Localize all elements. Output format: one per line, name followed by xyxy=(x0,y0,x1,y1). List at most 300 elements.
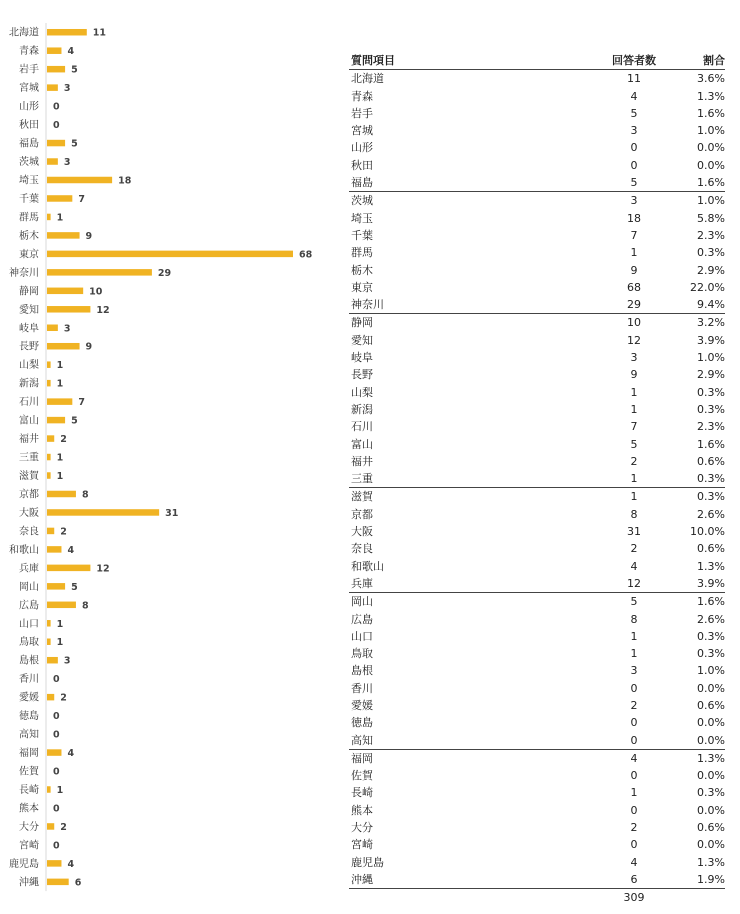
table-row xyxy=(349,70,725,87)
data-label: 10 xyxy=(89,286,103,298)
category-label: 奈良 xyxy=(19,526,39,538)
cell-count: 5 xyxy=(630,437,638,451)
cell-item: 秋田 xyxy=(351,158,373,172)
data-label: 5 xyxy=(71,64,78,76)
cell-count: 1 xyxy=(630,402,638,416)
category-label: 岐阜 xyxy=(19,323,39,335)
cell-pct: 0.3% xyxy=(697,490,725,504)
table-row xyxy=(349,262,725,279)
table-row xyxy=(349,470,725,488)
category-label: 群馬 xyxy=(19,212,39,224)
category-label: 新潟 xyxy=(19,378,39,390)
data-label: 0 xyxy=(53,840,60,852)
data-label: 1 xyxy=(56,637,64,649)
cell-item: 石川 xyxy=(351,420,373,434)
bar xyxy=(47,454,51,461)
bar xyxy=(47,786,51,793)
data-label: 1 xyxy=(56,471,64,483)
cell-item: 京都 xyxy=(351,507,373,521)
category-label: 石川 xyxy=(19,397,39,409)
table-row xyxy=(349,871,725,889)
category-label: 香川 xyxy=(19,674,39,686)
cell-item: 佐賀 xyxy=(351,769,373,783)
data-label: 0 xyxy=(53,803,60,815)
category-label: 山口 xyxy=(19,618,39,630)
data-label: 2 xyxy=(60,692,67,704)
cell-count: 5 xyxy=(630,595,638,609)
cell-pct: 2.9% xyxy=(697,263,725,277)
bar xyxy=(47,583,65,590)
cell-count: 1 xyxy=(630,246,638,260)
data-label: 5 xyxy=(71,581,78,593)
data-label: 4 xyxy=(67,858,75,870)
category-label: 静岡 xyxy=(19,286,39,298)
cell-count: 2 xyxy=(630,542,638,556)
table-row xyxy=(349,314,725,331)
bar xyxy=(47,195,72,202)
category-label: 京都 xyxy=(19,489,39,501)
data-label: 1 xyxy=(56,785,64,797)
table-row xyxy=(349,488,725,505)
category-label: 秋田 xyxy=(19,120,39,132)
bar xyxy=(47,306,90,313)
bar xyxy=(47,177,112,184)
cell-item: 青森 xyxy=(351,89,373,103)
cell-pct: 1.0% xyxy=(697,664,725,678)
cell-count: 1 xyxy=(630,647,638,661)
cell-item: 北海道 xyxy=(351,72,384,86)
cell-pct: 3.9% xyxy=(697,576,725,590)
table-total: 309 xyxy=(623,891,645,905)
table-row xyxy=(349,88,725,105)
category-label: 栃木 xyxy=(19,230,39,242)
table-row xyxy=(349,192,725,209)
cell-item: 福島 xyxy=(351,176,373,190)
data-label: 2 xyxy=(60,526,67,538)
cell-item: 山口 xyxy=(351,629,373,643)
bar xyxy=(47,546,61,553)
table-row xyxy=(349,611,725,628)
category-label: 富山 xyxy=(19,415,39,427)
table-row xyxy=(349,122,725,139)
category-label: 兵庫 xyxy=(19,563,39,575)
cell-item: 和歌山 xyxy=(351,559,384,573)
cell-count: 8 xyxy=(630,612,638,626)
category-label: 沖縄 xyxy=(19,877,39,889)
bar xyxy=(47,269,152,276)
cell-count: 3 xyxy=(630,124,638,138)
cell-item: 長野 xyxy=(351,368,373,382)
cell-pct: 1.3% xyxy=(697,751,725,765)
cell-item: 栃木 xyxy=(351,263,373,277)
cell-pct: 3.9% xyxy=(697,333,725,347)
data-label: 2 xyxy=(60,821,67,833)
cell-count: 4 xyxy=(630,855,638,869)
cell-count: 3 xyxy=(630,664,638,678)
category-label: 山梨 xyxy=(19,360,39,372)
table-row xyxy=(349,540,725,557)
bar xyxy=(47,47,61,54)
header-item: 質問項目 xyxy=(351,54,395,67)
table-row xyxy=(349,279,725,296)
category-label: 長崎 xyxy=(19,785,39,797)
table-row xyxy=(349,645,725,662)
cell-item: 山梨 xyxy=(351,385,373,399)
table-row xyxy=(349,558,725,575)
bar xyxy=(47,288,83,295)
data-label: 18 xyxy=(118,175,132,187)
cell-count: 12 xyxy=(627,576,641,590)
category-label: 宮崎 xyxy=(19,840,39,852)
cell-count: 3 xyxy=(630,194,638,208)
table-row xyxy=(349,750,725,767)
cell-count: 0 xyxy=(630,158,638,172)
cell-count: 2 xyxy=(630,698,638,712)
cell-pct: 0.3% xyxy=(697,629,725,643)
category-label: 茨城 xyxy=(19,157,39,169)
cell-item: 静岡 xyxy=(351,316,373,330)
bar xyxy=(47,251,293,258)
cell-count: 29 xyxy=(627,298,641,312)
table-row xyxy=(349,506,725,523)
cell-item: 高知 xyxy=(351,733,373,747)
cell-pct: 0.3% xyxy=(697,786,725,800)
data-label: 7 xyxy=(78,193,85,205)
bar xyxy=(47,380,51,387)
cell-pct: 1.6% xyxy=(697,437,725,451)
cell-pct: 0.6% xyxy=(697,698,725,712)
table-row xyxy=(349,697,725,714)
table-row xyxy=(349,105,725,122)
bar xyxy=(47,638,51,645)
category-label: 山形 xyxy=(19,101,39,113)
cell-count: 4 xyxy=(630,559,638,573)
bar xyxy=(47,491,76,498)
cell-count: 2 xyxy=(630,821,638,835)
cell-pct: 22.0% xyxy=(690,280,725,294)
cell-count: 1 xyxy=(630,385,638,399)
cell-count: 4 xyxy=(630,751,638,765)
bar xyxy=(47,214,51,221)
data-label: 1 xyxy=(56,378,64,390)
category-label: 福島 xyxy=(19,138,39,150)
cell-item: 愛媛 xyxy=(351,698,373,712)
cell-count: 0 xyxy=(630,141,638,155)
category-label: 東京 xyxy=(19,249,39,261)
category-label: 岩手 xyxy=(19,64,39,76)
table-row xyxy=(349,453,725,470)
table-row xyxy=(349,227,725,244)
cell-pct: 5.8% xyxy=(697,211,725,225)
bar xyxy=(47,158,58,165)
bar xyxy=(47,84,58,91)
data-label: 5 xyxy=(71,415,78,427)
cell-pct: 2.3% xyxy=(697,420,725,434)
cell-item: 新潟 xyxy=(351,402,373,416)
cell-item: 滋賀 xyxy=(351,490,373,504)
data-label: 3 xyxy=(63,323,71,335)
cell-item: 愛知 xyxy=(351,333,373,347)
cell-count: 5 xyxy=(630,106,638,120)
cell-pct: 1.6% xyxy=(697,106,725,120)
table-row xyxy=(349,628,725,645)
data-label: 0 xyxy=(53,766,60,778)
bar xyxy=(47,417,65,424)
cell-count: 1 xyxy=(630,490,638,504)
data-label: 3 xyxy=(63,157,71,169)
cell-count: 68 xyxy=(627,280,641,294)
cell-item: 兵庫 xyxy=(351,576,373,590)
cell-pct: 0.0% xyxy=(697,716,725,730)
cell-count: 3 xyxy=(630,351,638,365)
category-label: 島根 xyxy=(19,655,39,667)
cell-item: 徳島 xyxy=(351,716,373,730)
bar xyxy=(47,657,58,664)
table-row xyxy=(349,210,725,227)
cell-pct: 0.3% xyxy=(697,385,725,399)
table-row xyxy=(349,662,725,679)
category-label: 宮城 xyxy=(19,83,39,95)
table-row xyxy=(349,854,725,871)
data-label: 7 xyxy=(78,397,85,409)
data-label: 8 xyxy=(81,600,89,612)
cell-pct: 2.3% xyxy=(697,228,725,242)
data-label: 29 xyxy=(157,267,172,279)
cell-pct: 2.9% xyxy=(697,368,725,382)
data-label: 0 xyxy=(53,101,60,113)
cell-item: 福岡 xyxy=(351,751,373,765)
cell-count: 0 xyxy=(630,733,638,747)
bar xyxy=(47,528,54,535)
cell-pct: 0.0% xyxy=(697,769,725,783)
cell-item: 神奈川 xyxy=(351,298,384,312)
data-label: 68 xyxy=(299,249,313,261)
table-row xyxy=(349,784,725,801)
cell-item: 宮崎 xyxy=(351,838,373,852)
category-label: 広島 xyxy=(19,600,39,612)
table-row xyxy=(349,401,725,418)
data-label: 12 xyxy=(96,304,110,316)
table-row xyxy=(349,575,725,593)
category-label: 佐賀 xyxy=(19,766,39,778)
cell-item: 島根 xyxy=(351,664,373,678)
cell-pct: 1.3% xyxy=(697,89,725,103)
cell-item: 三重 xyxy=(351,472,373,486)
data-label: 12 xyxy=(96,563,110,575)
cell-pct: 0.0% xyxy=(697,158,725,172)
table-row xyxy=(349,244,725,261)
bar xyxy=(47,879,69,886)
cell-pct: 0.6% xyxy=(697,821,725,835)
bar xyxy=(47,602,76,609)
cell-pct: 1.3% xyxy=(697,559,725,573)
category-label: 三重 xyxy=(19,452,39,464)
bar xyxy=(47,361,51,368)
cell-count: 1 xyxy=(630,629,638,643)
data-label: 3 xyxy=(63,83,71,95)
cell-item: 群馬 xyxy=(351,246,373,260)
cell-item: 長崎 xyxy=(351,786,373,800)
cell-item: 鳥取 xyxy=(351,647,373,661)
bar xyxy=(47,694,54,701)
cell-item: 岩手 xyxy=(351,106,373,120)
table-row xyxy=(349,366,725,383)
table-total-row xyxy=(349,889,725,906)
cell-item: 香川 xyxy=(351,681,373,695)
cell-count: 8 xyxy=(630,507,638,521)
bar xyxy=(47,325,58,332)
cell-pct: 2.6% xyxy=(697,612,725,626)
category-label: 神奈川 xyxy=(9,267,39,279)
cell-item: 茨城 xyxy=(351,194,373,208)
cell-pct: 0.3% xyxy=(697,647,725,661)
cell-count: 1 xyxy=(630,786,638,800)
table-row xyxy=(349,157,725,174)
table-row xyxy=(349,296,725,314)
cell-item: 熊本 xyxy=(351,803,373,817)
cell-count: 6 xyxy=(630,872,638,886)
data-table xyxy=(349,52,725,907)
cell-count: 1 xyxy=(630,472,638,486)
cell-item: 岐阜 xyxy=(351,351,373,365)
cell-pct: 1.9% xyxy=(697,872,725,886)
cell-count: 10 xyxy=(627,316,641,330)
data-label: 8 xyxy=(81,489,89,501)
category-label: 滋賀 xyxy=(19,471,39,483)
data-label: 3 xyxy=(63,655,71,667)
bar xyxy=(47,749,61,756)
cell-count: 12 xyxy=(627,333,641,347)
cell-count: 9 xyxy=(630,263,638,277)
cell-pct: 1.6% xyxy=(697,595,725,609)
cell-item: 大阪 xyxy=(351,525,373,539)
cell-pct: 0.0% xyxy=(697,681,725,695)
cell-pct: 0.6% xyxy=(697,542,725,556)
data-label: 1 xyxy=(56,452,64,464)
header-pct: 割合 xyxy=(703,54,725,67)
category-label: 愛媛 xyxy=(19,692,39,704)
category-label: 福井 xyxy=(19,434,39,446)
table-row xyxy=(349,802,725,819)
cell-pct: 1.0% xyxy=(697,351,725,365)
cell-pct: 0.0% xyxy=(697,141,725,155)
data-label: 1 xyxy=(56,360,64,372)
cell-pct: 1.0% xyxy=(697,194,725,208)
cell-pct: 0.0% xyxy=(697,733,725,747)
table-row xyxy=(349,593,725,610)
category-label: 青森 xyxy=(19,46,39,58)
cell-count: 0 xyxy=(630,769,638,783)
table-row xyxy=(349,332,725,349)
cell-item: 大分 xyxy=(351,821,373,835)
category-label: 北海道 xyxy=(9,27,39,39)
data-label: 6 xyxy=(74,877,82,889)
table-row xyxy=(349,732,725,750)
table-row xyxy=(349,523,725,540)
category-label: 大阪 xyxy=(19,507,39,519)
cell-pct: 0.0% xyxy=(697,838,725,852)
category-label: 岡山 xyxy=(19,581,39,593)
category-label: 高知 xyxy=(19,729,39,741)
cell-pct: 1.0% xyxy=(697,124,725,138)
data-label: 0 xyxy=(53,711,60,723)
bar xyxy=(47,140,65,147)
cell-count: 4 xyxy=(630,89,638,103)
bar xyxy=(47,29,87,36)
cell-pct: 1.3% xyxy=(697,855,725,869)
table-row xyxy=(349,714,725,731)
table-header-row xyxy=(349,52,725,70)
bar xyxy=(47,435,54,442)
cell-item: 奈良 xyxy=(351,542,373,556)
data-label: 4 xyxy=(67,544,75,556)
data-label: 9 xyxy=(85,230,93,242)
data-label: 1 xyxy=(56,212,64,224)
data-label: 1 xyxy=(56,618,64,630)
cell-pct: 0.3% xyxy=(697,402,725,416)
cell-count: 0 xyxy=(630,716,638,730)
cell-count: 18 xyxy=(627,211,641,225)
cell-pct: 9.4% xyxy=(697,298,725,312)
cell-item: 沖縄 xyxy=(351,872,373,886)
cell-count: 0 xyxy=(630,681,638,695)
cell-pct: 0.0% xyxy=(697,803,725,817)
cell-pct: 1.6% xyxy=(697,176,725,190)
cell-count: 5 xyxy=(630,176,638,190)
table-row xyxy=(349,174,725,192)
bar xyxy=(47,472,51,479)
bar xyxy=(47,620,51,627)
data-label: 31 xyxy=(165,507,179,519)
cell-pct: 0.3% xyxy=(697,246,725,260)
table-row xyxy=(349,384,725,401)
cell-count: 11 xyxy=(627,72,641,86)
category-label: 熊本 xyxy=(19,803,39,815)
bar xyxy=(47,398,72,405)
cell-count: 0 xyxy=(630,803,638,817)
cell-item: 東京 xyxy=(351,280,373,294)
table-row xyxy=(349,436,725,453)
cell-pct: 0.6% xyxy=(697,454,725,468)
table-body xyxy=(349,70,725,889)
cell-count: 9 xyxy=(630,368,638,382)
bar xyxy=(47,343,80,350)
bar xyxy=(47,509,159,515)
table-row xyxy=(349,819,725,836)
category-label: 福岡 xyxy=(19,748,39,760)
cell-pct: 3.6% xyxy=(697,72,725,86)
category-label: 和歌山 xyxy=(9,544,39,556)
data-label: 11 xyxy=(92,27,107,39)
cell-pct: 10.0% xyxy=(690,525,725,539)
cell-count: 0 xyxy=(630,838,638,852)
data-label: 0 xyxy=(53,729,60,741)
cell-count: 7 xyxy=(630,228,638,242)
table-row xyxy=(349,418,725,435)
bar xyxy=(47,232,80,239)
cell-item: 千葉 xyxy=(351,228,373,242)
cell-item: 岡山 xyxy=(351,595,373,609)
table-row xyxy=(349,767,725,784)
category-label: 長野 xyxy=(19,341,39,353)
data-label: 4 xyxy=(67,46,75,58)
header-count: 回答者数 xyxy=(612,54,656,67)
category-label: 愛知 xyxy=(19,304,39,316)
data-label: 0 xyxy=(53,674,60,686)
table-row xyxy=(349,139,725,156)
cell-item: 埼玉 xyxy=(351,211,373,225)
cell-pct: 3.2% xyxy=(697,316,725,330)
